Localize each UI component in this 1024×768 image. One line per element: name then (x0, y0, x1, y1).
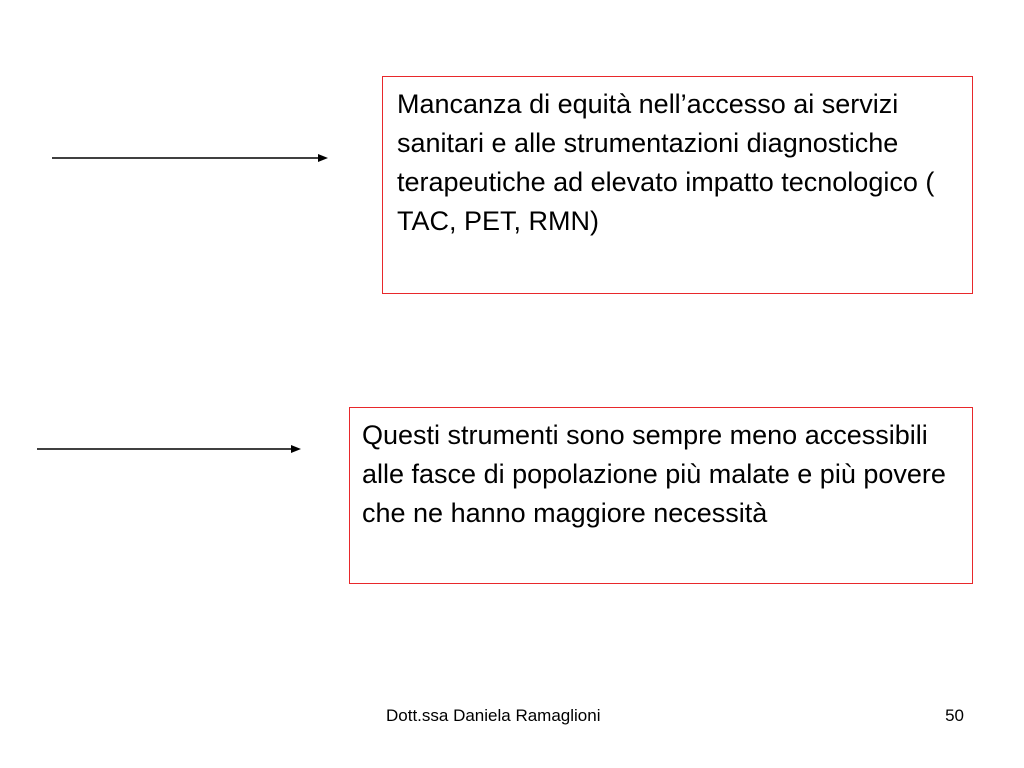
arrow-right-icon (50, 151, 330, 165)
footer-author: Dott.ssa Daniela Ramaglioni (386, 706, 601, 725)
statement-box-inequity: Mancanza di equità nell’accesso ai servizi sanitari e alle strumentazioni diagnostiche terapeutiche ad elevato impatto tecnologico ( TAC, PET, RMN) (382, 76, 973, 294)
statement-box-accessibility: Questi strumenti sono sempre meno accessibili alle fasce di popolazione più malate e più povere che ne hanno maggiore necessità (349, 407, 973, 584)
page-number: 50 (945, 706, 964, 725)
arrow-right-icon (35, 442, 305, 456)
